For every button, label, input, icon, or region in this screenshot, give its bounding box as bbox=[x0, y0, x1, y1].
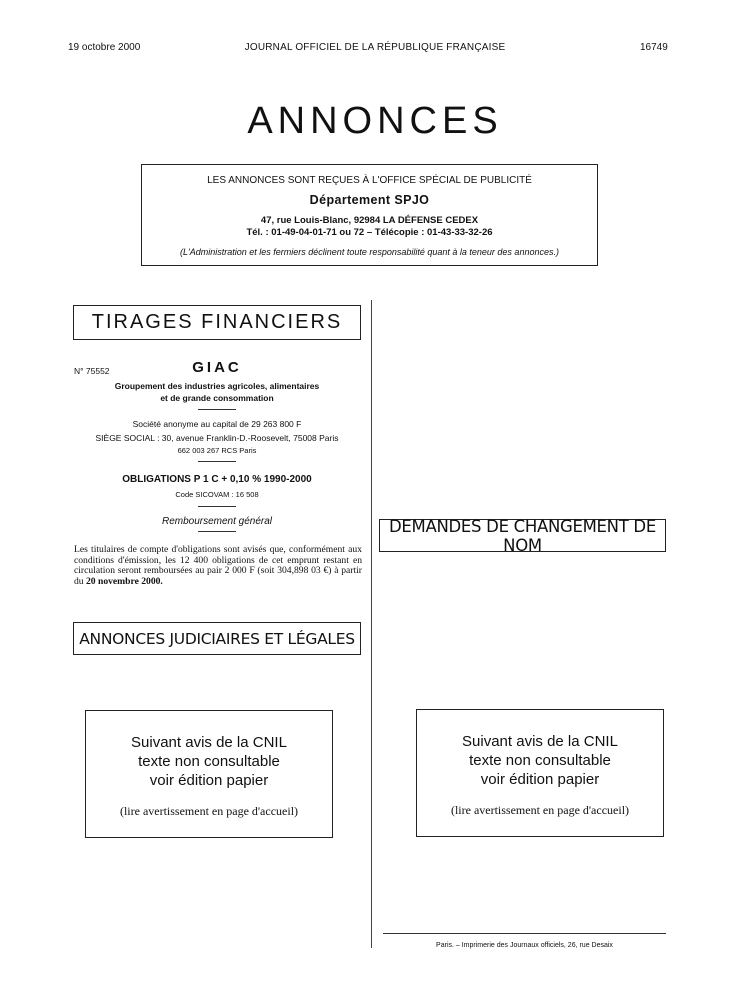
notice-body-date: 20 novembre 2000. bbox=[86, 575, 163, 587]
cnil-notice-box bbox=[85, 710, 333, 838]
rcs-number: 662 003 267 RCS Paris bbox=[177, 446, 257, 455]
cnil-line-2: texte non consultable bbox=[469, 752, 611, 769]
cnil-line-4: (lire avertissement en page d'accueil) bbox=[119, 804, 299, 818]
notice-number: N° 75552 bbox=[74, 366, 110, 376]
office-address: 47, rue Louis-Blanc, 92984 LA DÉFENSE CEDEX bbox=[260, 215, 479, 226]
header-date: 19 octobre 2000 bbox=[68, 42, 141, 53]
cnil-line-4: (lire avertissement en page d'accueil) bbox=[450, 803, 630, 817]
cnil-line-2: texte non consultable bbox=[138, 753, 280, 770]
registered-office: SIÈGE SOCIAL : 30, avenue Franklin-D.-Roosevelt, 75008 Paris bbox=[95, 433, 339, 443]
company-capital: Société anonyme au capital de 29 263 800 F bbox=[132, 419, 302, 429]
obligations-title: OBLIGATIONS P 1 C + 0,10 % 1990-2000 bbox=[122, 474, 312, 485]
section-heading-tirages: TIRAGES FINANCIERS bbox=[73, 305, 361, 340]
cnil-line-1: Suivant avis de la CNIL bbox=[131, 734, 287, 751]
department-name: Département SPJO bbox=[309, 193, 430, 207]
notice-body bbox=[74, 545, 362, 587]
disclaimer: (L'Administration et les fermiers déclinent toute responsabilité quant à la teneur des annonces.) bbox=[180, 247, 559, 257]
column-divider bbox=[371, 300, 372, 948]
remboursement-label: Remboursement général bbox=[161, 516, 273, 527]
group-line-1: Groupement des industries agricoles, alimentaires bbox=[114, 381, 320, 391]
section-heading-demandes: DEMANDES DE CHANGEMENT DE NOM bbox=[379, 519, 666, 552]
sicovam-code: Code SICOVAM : 16 508 bbox=[175, 490, 259, 499]
divider-rule bbox=[198, 461, 236, 462]
cnil-line-1: Suivant avis de la CNIL bbox=[462, 733, 618, 750]
section-heading-annonces: ANNONCES JUDICIAIRES ET LÉGALES bbox=[73, 622, 361, 655]
cnil-line-3: voir édition papier bbox=[149, 772, 269, 789]
footer-rule bbox=[383, 933, 666, 934]
divider-rule bbox=[198, 409, 236, 410]
cnil-line-3: voir édition papier bbox=[480, 771, 600, 788]
printer-imprint: Paris. – Imprimerie des Journaux officiels, 26, rue Desaix bbox=[436, 942, 613, 949]
divider-rule bbox=[198, 506, 236, 507]
journal-title: JOURNAL OFFICIEL DE LA RÉPUBLIQUE FRANÇAISE bbox=[244, 42, 506, 53]
divider-rule bbox=[198, 531, 236, 532]
office-phones: Tél. : 01-49-04-01-71 ou 72 – Télécopie : 01-43-33-32-26 bbox=[246, 227, 493, 238]
notice-body-text: Les titulaires de compte d'obligations sont avisés que, conformément aux conditions d'émission, les 12 400 obligations de cet emprunt restant en circulation seront remboursées au pair 2 000 F (soit 304,898 03 €) à partir du bbox=[74, 544, 362, 587]
page-title: ANNONCES bbox=[247, 100, 503, 142]
page-number: 16749 bbox=[640, 42, 668, 53]
publicity-office-line: LES ANNONCES SONT REÇUES À L'OFFICE SPÉCIAL DE PUBLICITÉ bbox=[207, 175, 532, 186]
group-line-2: et de grande consommation bbox=[160, 393, 274, 403]
company-name: GIAC bbox=[192, 359, 242, 376]
cnil-notice-box bbox=[416, 709, 664, 837]
publicity-info-box bbox=[141, 164, 598, 266]
